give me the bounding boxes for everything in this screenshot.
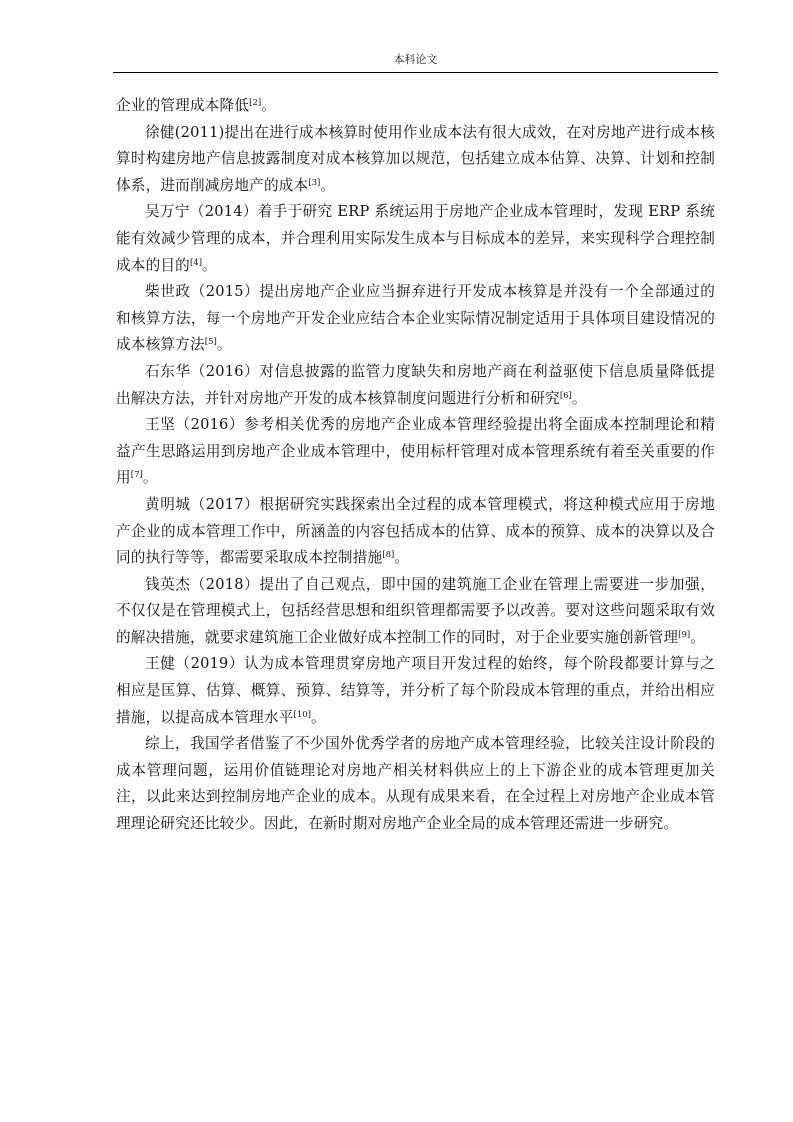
paragraph-text: 石东华（2016）对信息披露的监管力度缺失和房地产商在利益驱使下信息质量降低提出解决方法，并针对房地产开发的成本核算制度问题进行分析和研究 [116, 362, 715, 407]
citation-ref: [10] [293, 709, 311, 720]
citation-ref: [9] [678, 629, 691, 640]
citation-ref: [2] [249, 98, 262, 108]
paragraph-tail: 。 [261, 97, 276, 114]
citation-ref: [4] [189, 257, 203, 268]
paragraph-4 [116, 279, 715, 359]
paragraph-tail: 。 [216, 336, 232, 354]
paragraph-3 [116, 199, 715, 279]
paragraph-1 [116, 93, 715, 120]
paragraph-10 [116, 731, 715, 837]
paragraph-tail: 。 [310, 708, 326, 726]
citation-ref: [8] [382, 550, 395, 561]
body-text [116, 93, 715, 838]
citation-ref: [5] [204, 337, 217, 348]
paragraph-text: 王健（2019）认为成本管理贯穿房地产项目开发过程的始终，每个阶段都要计算与之相应是匡算、估算、概算、预算、结算等，并分析了每个阶段成本管理的重点，并给出相应措施，以提高成本管理水平 [116, 655, 715, 726]
header-divider [113, 72, 718, 73]
paragraph-text: 柴世政（2015）提出房地产企业应当摒弃进行开发成本核算是并没有一个全部通过的和核算方法，每一个房地产开发企业应结合本企业实际情况制定适用于具体项目建设情况的成本核算方法 [116, 283, 715, 354]
citation-ref: [7] [130, 470, 143, 481]
paragraph-5 [116, 359, 715, 412]
paragraph-tail: 。 [690, 628, 706, 646]
paragraph-6 [116, 412, 715, 492]
paragraph-tail: 。 [320, 176, 336, 194]
paragraph-9 [116, 651, 715, 731]
page-header-title: 本科论文 [393, 53, 438, 66]
paragraph-2 [116, 120, 715, 200]
paragraph-text: 综上，我国学者借鉴了不少国外优秀学者的房地产成本管理经验，比较关注设计阶段的成本管理问题，运用价值链理论对房地产相关材料供应上的上下游企业的成本管理更加关注，以此来达到控制房地产企业的成本。从现有成果来看，在全过程上对房地产企业成本管理理论研究还比较少。因此，在新时期对房地产企业全局的成本管理还需进一步研究。 [116, 735, 715, 833]
paragraph-text: 吴万宁（2014）着手于研究 ERP 系统运用于房地产企业成本管理时，发现 ERP 系统能有效减少管理的成本，并合理利用实际发生成本与目标成本的差异，来实现科学合理控制成本的目的 [116, 203, 715, 274]
citation-ref: [6] [559, 390, 572, 401]
paragraph-tail: 。 [394, 549, 410, 567]
paragraph-text: 徐健(2011)提出在进行成本核算时使用作业成本法有很大成效，在对房地产进行成本核算时构建房地产信息披露制度对成本核算加以规范，包括建立成本估算、决算、计划和控制体系，进而削减房地产的成本 [116, 123, 715, 194]
paragraph-text: 王坚（2016）参考相关优秀的房地产企业成本管理经验提出将全面成本控制理论和精益产生思路运用到房地产企业成本管理中，使用标杆管理对成本管理系统有着至关重要的作用 [116, 416, 715, 487]
paragraph-7 [116, 492, 715, 572]
paragraph-tail: 。 [571, 389, 587, 407]
paragraph-tail: 。 [142, 469, 158, 487]
paragraph-text: 企业的管理成本降低 [116, 97, 250, 114]
paragraph-8 [116, 572, 715, 652]
paragraph-text: 钱英杰（2018）提出了自己观点，即中国的建筑施工企业在管理上需要进一步加强，不仅仅是在管理模式上，包括经营思想和组织管理都需要予以改善。要对这些问题采取有效的解决措施，就要求建筑施工企业做好成本控制工作的同时，对于企业要实施创新管理 [116, 575, 715, 646]
paragraph-text: 黄明城（2017）根据研究实践探索出全过程的成本管理模式，将这种模式应用于房地产企业的成本管理工作中，所涵盖的内容包括成本的估算、成本的预算、成本的决算以及合同的执行等等，都需要采取成本控制措施 [116, 495, 715, 567]
citation-ref: [3] [308, 177, 321, 188]
paragraph-tail: 。 [202, 256, 217, 274]
